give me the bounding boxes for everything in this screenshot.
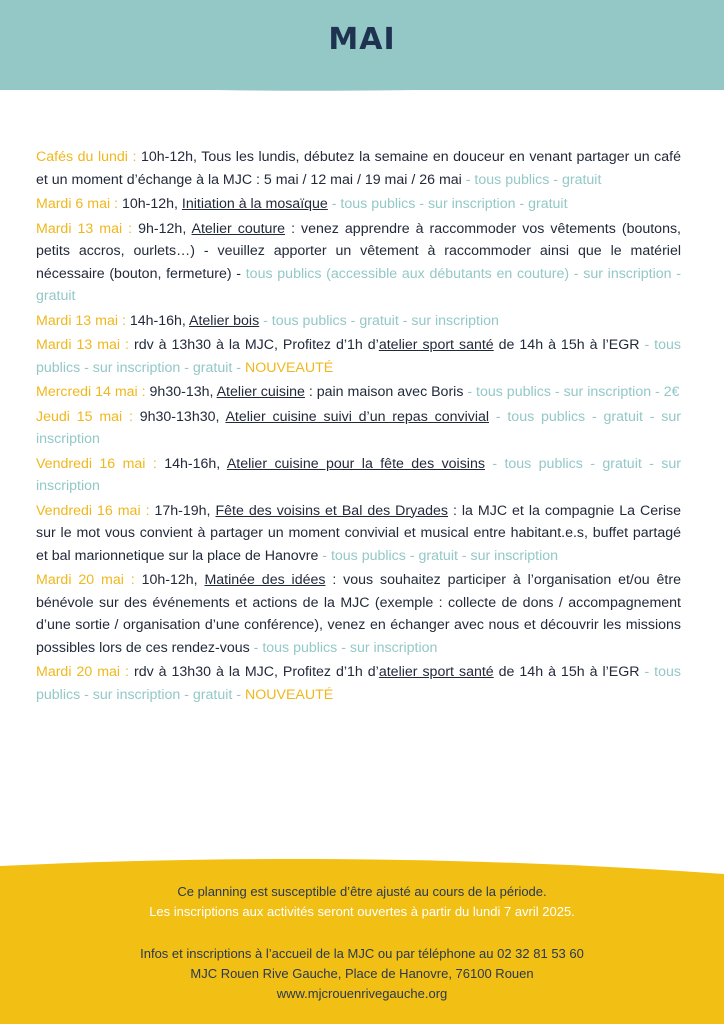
- entry-activity-link[interactable]: Atelier couture: [191, 220, 286, 237]
- entry-text: 9h-12h,: [132, 220, 192, 237]
- page-title: MAI: [328, 22, 396, 57]
- entry-text: 14h-16h,: [125, 312, 189, 329]
- footer-note: Ce planning est susceptible d’être ajusté au cours de la période.: [177, 884, 547, 899]
- footer-info: [0, 882, 724, 1004]
- list-item: [36, 193, 681, 216]
- list-item: [36, 500, 681, 568]
- entry-date: Cafés du lundi :: [36, 149, 137, 165]
- footer-contact: Infos et inscriptions à l’accueil de la MJC ou par téléphone au 02 32 81 53 60: [140, 946, 584, 961]
- entry-activity-link[interactable]: atelier sport santé: [378, 337, 494, 353]
- entry-activity-link[interactable]: Matinée des idées: [204, 572, 326, 588]
- footer-registrations: Les inscriptions aux activités seront ouvertes à partir du lundi 7 avril 2025.: [149, 904, 575, 919]
- entry-text: 17h-19h,: [149, 502, 216, 519]
- list-item: [36, 310, 681, 333]
- entry-tags: - tous publics - gratuit - sur inscription: [36, 455, 682, 494]
- list-item: [36, 334, 681, 379]
- entry-activity-link[interactable]: Atelier bois: [189, 312, 260, 329]
- entry-tags: - tous publics - sur inscription: [249, 639, 438, 656]
- entry-tags: - tous publics - sur inscription - 2€: [463, 384, 680, 400]
- entry-tags: - tous publics - sur inscription - gratuit -: [36, 664, 681, 703]
- entry-tags: - tous publics - gratuit: [461, 171, 602, 188]
- list-item: [36, 406, 681, 451]
- entry-text: 10h-12h,: [118, 196, 182, 212]
- list-item: [36, 453, 681, 498]
- entry-text: 10h-12h,: [134, 572, 205, 588]
- entry-date: Mardi 6 mai :: [36, 196, 118, 212]
- entry-text: rdv à 13h30 à la MJC, Profitez d’1h d’: [129, 337, 379, 353]
- list-item: [36, 218, 681, 308]
- footer-website-link[interactable]: www.mjcrouenrivegauche.org: [276, 986, 448, 1001]
- entry-text: 14h-16h,: [156, 455, 227, 472]
- entry-text: 9h30-13h,: [145, 384, 217, 400]
- entry-badge: NOUVEAUTÉ: [244, 359, 334, 376]
- entry-date: Mardi 13 mai :: [36, 220, 133, 237]
- entry-tags: - tous publics - gratuit - sur inscription: [36, 408, 681, 447]
- list-item: [36, 569, 681, 659]
- entry-activity-link[interactable]: Atelier cuisine suivi d’un repas convivial: [225, 408, 490, 425]
- footer-address: MJC Rouen Rive Gauche, Place de Hanovre, 76100 Rouen: [190, 966, 534, 981]
- list-item: [36, 146, 681, 191]
- entry-text: : la MJC et la compagnie La Cerise sur le mot vous convient à partager un moment convivial et musical entre habitant.e.s, buffet partagé et bal marionnetique sur la place de Hanovre: [36, 502, 681, 564]
- entry-text: rdv à 13h30 à la MJC, Profitez d’1h d’: [129, 664, 379, 680]
- entry-text: : vous souhaitez participer à l’organisation et/ou être bénévole sur des événements et actions de la MJC (exemple : collecte de dons / accompagnement d’une sortie / organisation d’une conférence), venez en échanger avec nous et découvrir les missions possibles lors de ces rendez-vous: [36, 572, 681, 656]
- list-item: [36, 661, 681, 706]
- entry-activity-link[interactable]: Atelier cuisine: [216, 384, 305, 400]
- entry-date: Mardi 13 mai :: [36, 337, 129, 353]
- entry-tags: - tous publics - sur inscription - gratuit: [327, 196, 568, 212]
- entry-text: : pain maison avec Boris: [304, 384, 464, 400]
- entry-text: de 14h à 15h à l’EGR: [493, 664, 640, 680]
- entry-text: de 14h à 15h à l’EGR: [493, 337, 640, 353]
- entry-date: Mercredi 14 mai :: [36, 384, 146, 400]
- entry-date: Mardi 13 mai :: [36, 312, 126, 329]
- entry-activity-link[interactable]: Fête des voisins et Bal des Dryades: [215, 502, 448, 519]
- entry-tags: - tous publics - gratuit - sur inscription: [318, 547, 559, 564]
- entry-tags: - tous publics - sur inscription - gratuit -: [36, 337, 681, 376]
- entry-date: Mardi 20 mai :: [36, 664, 129, 680]
- entry-date: Jeudi 15 mai :: [36, 408, 133, 425]
- schedule-list: [36, 146, 681, 708]
- entry-date: Mardi 20 mai :: [36, 572, 135, 588]
- entry-date: Vendredi 16 mai :: [36, 502, 150, 519]
- header-wave: [0, 50, 724, 100]
- entry-tags: tous publics (accessible aux débutants en couture) - sur inscription - gratuit: [36, 265, 681, 304]
- entry-text: : venez apprendre à raccommoder vos vêtements (boutons, petits accros, ourlets…) - veuillez apporter un vêtement à raccommoder ainsi que le matériel nécessaire (bouton, fermeture) -: [36, 220, 681, 282]
- entry-activity-link[interactable]: Initiation à la mosaïque: [181, 196, 328, 212]
- entry-badge: NOUVEAUTÉ: [244, 686, 334, 703]
- entry-date: Vendredi 16 mai :: [36, 455, 157, 472]
- entry-text: 9h30-13h30,: [132, 408, 226, 425]
- entry-text: 10h-12h, Tous les lundis, débutez la semaine en douceur en venant partager un café et un moment d’échange à la MJC : 5 mai / 12 mai / 19 mai / 26 mai: [36, 149, 682, 188]
- entry-activity-link[interactable]: atelier sport santé: [378, 664, 494, 680]
- entry-activity-link[interactable]: Atelier cuisine pour la fête des voisins: [226, 455, 485, 472]
- list-item: [36, 381, 681, 404]
- entry-tags: - tous publics - gratuit - sur inscription: [259, 312, 499, 329]
